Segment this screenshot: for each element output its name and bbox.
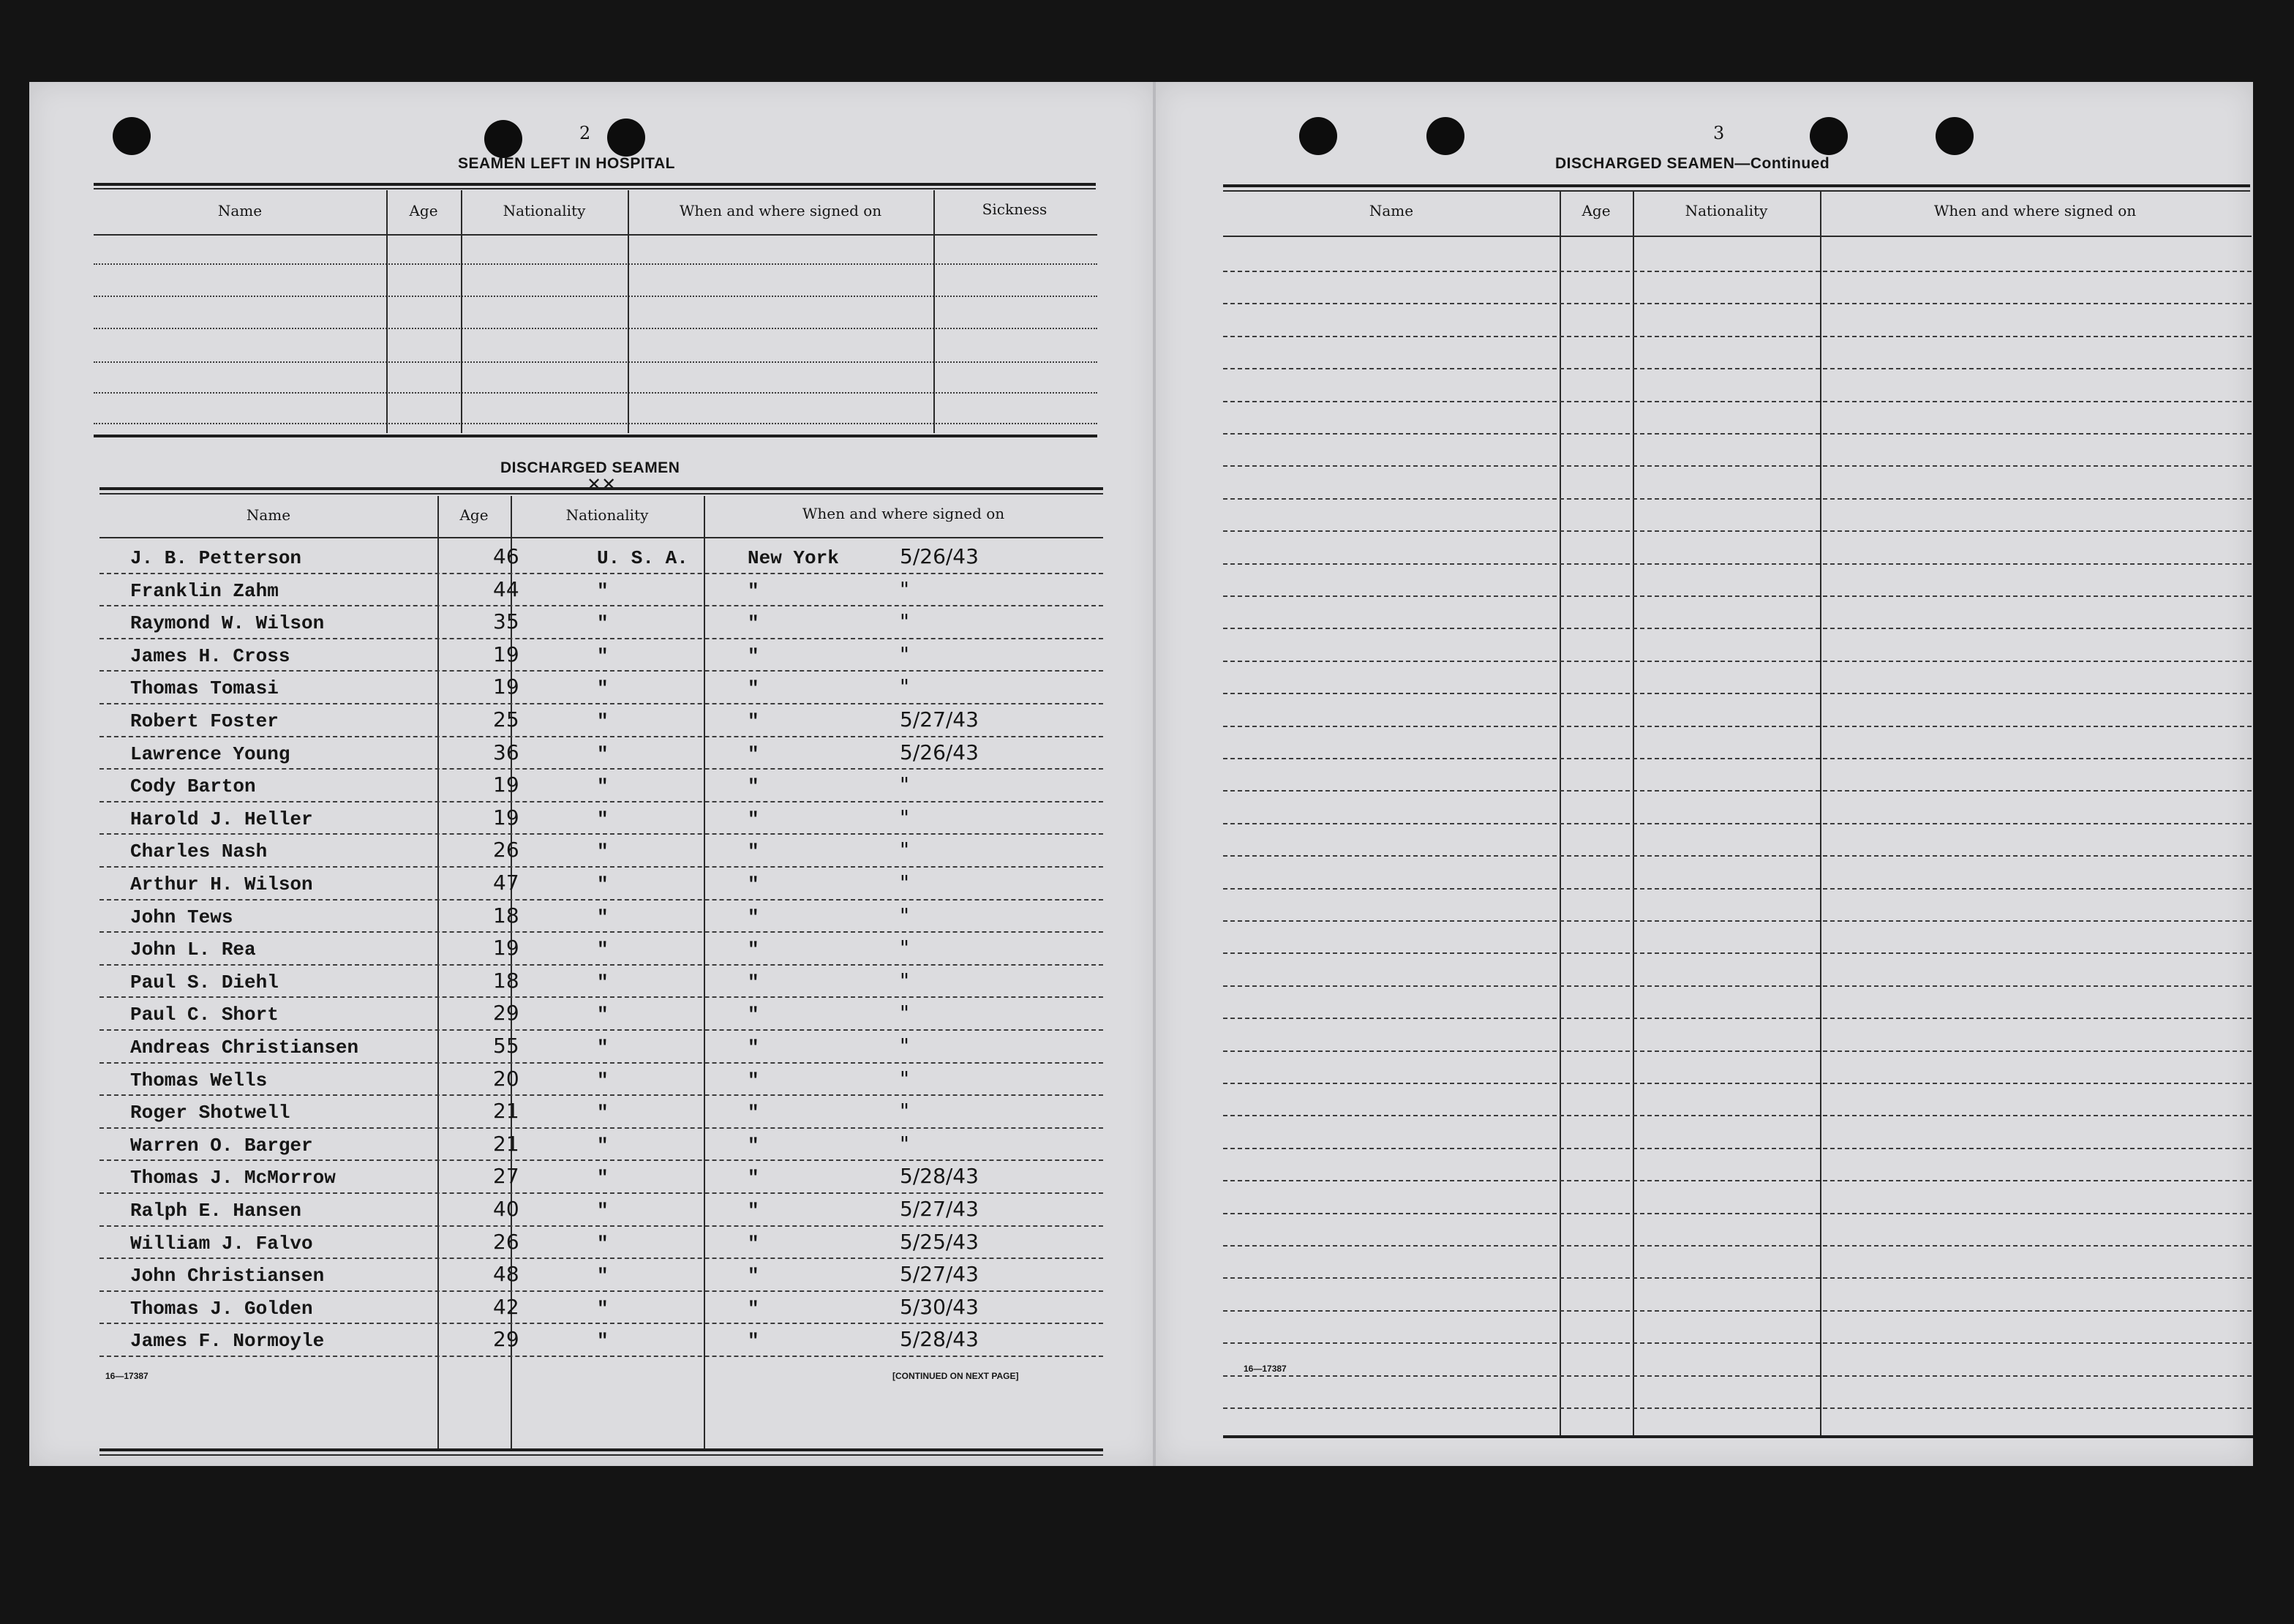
- discharged-col-name: Name: [246, 506, 291, 524]
- handwritten-mark: ✕✕: [587, 474, 617, 495]
- seaman-age: 29: [493, 1001, 519, 1026]
- seaman-nationality: ": [597, 677, 609, 700]
- row-rule: [99, 1323, 1103, 1324]
- signed-on-place: ": [748, 1200, 759, 1222]
- hospital-col-name: Name: [217, 202, 263, 219]
- signed-on-place: ": [748, 1330, 759, 1353]
- signed-on-date: ": [900, 936, 909, 961]
- table-row: [29, 641, 1156, 673]
- signed-on-place: ": [748, 710, 759, 732]
- row-rule: [99, 1258, 1103, 1259]
- blank-row-rule: [1223, 693, 2252, 694]
- signed-on-place: ": [748, 644, 759, 667]
- row-rule: [99, 1356, 1103, 1357]
- row-rule: [99, 833, 1103, 835]
- seaman-nationality: ": [597, 1004, 609, 1026]
- row-rule: [99, 1159, 1103, 1161]
- seaman-nationality: ": [597, 1200, 609, 1222]
- signed-on-place: ": [748, 775, 759, 798]
- seaman-name: Robert Foster: [130, 710, 279, 732]
- page-number: 2: [579, 123, 591, 143]
- blank-row-rule: [1223, 855, 2252, 857]
- continued-note: [CONTINUED ON NEXT PAGE]: [892, 1371, 1019, 1381]
- page-number: 3: [1713, 123, 1725, 143]
- table-row: [29, 1260, 1156, 1293]
- table-row: [29, 869, 1156, 901]
- blank-row-rule: [1223, 1018, 2252, 1019]
- seaman-nationality: ": [597, 1167, 609, 1189]
- blank-row-rule: [1223, 661, 2252, 662]
- row-rule: [99, 1192, 1103, 1194]
- seaman-nationality: ": [597, 1297, 609, 1320]
- seaman-age: 42: [493, 1294, 519, 1319]
- signed-on-place: ": [748, 841, 759, 863]
- table-row: [29, 804, 1156, 836]
- seaman-age: 19: [493, 805, 519, 830]
- blank-row-rules: [1156, 82, 2253, 1466]
- blank-row-rule: [1223, 563, 2252, 565]
- signed-on-place: ": [748, 1232, 759, 1255]
- signed-on-place: ": [748, 939, 759, 961]
- seaman-name: Thomas Tomasi: [130, 677, 279, 700]
- signed-on-date: ": [900, 609, 909, 634]
- row-rule: [99, 899, 1103, 901]
- signed-on-place: ": [748, 677, 759, 700]
- blank-row-rule: [1223, 1115, 2252, 1116]
- signed-on-date: 5/25/43: [900, 1229, 979, 1254]
- blank-row-rule: [1223, 336, 2252, 337]
- table-row: [29, 576, 1156, 608]
- table-row: [29, 902, 1156, 934]
- blank-row-rule: [1223, 1083, 2252, 1084]
- signed-on-date: ": [900, 1066, 909, 1091]
- seaman-name: William J. Falvo: [130, 1232, 313, 1255]
- blank-row-rule: [1223, 758, 2252, 759]
- blank-row-rule: [1223, 920, 2252, 922]
- left-page: [29, 82, 1156, 1466]
- signed-on-place: ": [748, 1004, 759, 1026]
- blank-row-rule: [1223, 726, 2252, 727]
- row-rule: [99, 670, 1103, 672]
- signed-on-date: ": [900, 772, 909, 797]
- blank-row-rule: [1223, 952, 2252, 954]
- table-row: [29, 1195, 1156, 1228]
- hospital-col-signed-on: When and where signed on: [679, 202, 882, 219]
- row-rule: [99, 573, 1103, 574]
- seaman-name: Arthur H. Wilson: [130, 873, 313, 895]
- discharged-section-title: DISCHARGED SEAMEN: [500, 459, 680, 476]
- seaman-nationality: ": [597, 644, 609, 667]
- table-row: [29, 771, 1156, 803]
- seaman-name: John L. Rea: [130, 939, 256, 961]
- seaman-name: J. B. Petterson: [130, 547, 302, 569]
- seaman-name: Paul S. Diehl: [130, 971, 279, 993]
- seaman-age: 18: [493, 903, 519, 928]
- seaman-age: 19: [493, 772, 519, 797]
- table-row: [29, 1065, 1156, 1097]
- seaman-age: 26: [493, 838, 519, 862]
- seaman-nationality: ": [597, 579, 609, 602]
- blank-row-rule: [1223, 1180, 2252, 1181]
- row-rule: [99, 1225, 1103, 1227]
- seaman-nationality: ": [597, 971, 609, 993]
- row-rule: [99, 1290, 1103, 1292]
- table-row: [29, 967, 1156, 999]
- signed-on-date: ": [900, 1099, 909, 1124]
- blank-row-rule: [1223, 465, 2252, 467]
- signed-on-place: ": [748, 873, 759, 895]
- blank-row-rule: [1223, 1148, 2252, 1149]
- blank-row-rule: [1223, 1213, 2252, 1214]
- discharged-col-signed-on: When and where signed on: [802, 505, 1005, 522]
- seaman-nationality: ": [597, 1037, 609, 1059]
- seaman-age: 46: [493, 544, 519, 568]
- signed-on-date: 5/27/43: [900, 707, 979, 732]
- signed-on-date: 5/28/43: [900, 1164, 979, 1189]
- row-rule: [99, 996, 1103, 998]
- row-rule: [99, 736, 1103, 737]
- row-rule: [99, 866, 1103, 868]
- seaman-age: 21: [493, 1131, 519, 1156]
- row-rule: [99, 1029, 1103, 1031]
- seaman-nationality: ": [597, 1265, 609, 1287]
- table-row: [29, 739, 1156, 771]
- table-row: [29, 1162, 1156, 1195]
- blank-row-rule: [1223, 628, 2252, 629]
- table-row: [29, 1228, 1156, 1260]
- hospital-col-nationality: Nationality: [503, 202, 586, 219]
- signed-on-date: ": [900, 838, 909, 862]
- form-number: 16—17387: [1244, 1364, 1287, 1374]
- right-page: [1156, 82, 2253, 1466]
- discharged-continued-title: DISCHARGED SEAMEN—Continued: [1555, 155, 1830, 172]
- hospital-section-title: SEAMEN LEFT IN HOSPITAL: [458, 155, 675, 172]
- seaman-nationality: ": [597, 710, 609, 732]
- signed-on-date: 5/26/43: [900, 740, 979, 764]
- table-row: [29, 836, 1156, 868]
- signed-on-date: ": [900, 903, 909, 928]
- signed-on-place: ": [748, 1167, 759, 1189]
- seaman-nationality: ": [597, 873, 609, 895]
- blank-row-rule: [1223, 271, 2252, 272]
- seaman-age: 40: [493, 1197, 519, 1221]
- table-row: [29, 543, 1156, 575]
- seaman-age: 55: [493, 1034, 519, 1058]
- seaman-name: Paul C. Short: [130, 1004, 279, 1026]
- discharged-col-nationality: Nationality: [565, 506, 649, 524]
- signed-on-date: ": [900, 805, 909, 830]
- table-row: [29, 1097, 1156, 1129]
- row-rule: [99, 638, 1103, 639]
- hospital-col-age: Age: [409, 202, 438, 219]
- seaman-age: 44: [493, 576, 519, 601]
- continued-col-age: Age: [1582, 202, 1611, 219]
- seaman-name: Warren O. Barger: [130, 1134, 313, 1157]
- signed-on-place: ": [748, 1069, 759, 1091]
- seaman-name: John Christiansen: [130, 1265, 325, 1287]
- seaman-nationality: ": [597, 808, 609, 830]
- blank-row-rule: [1223, 790, 2252, 792]
- seaman-age: 19: [493, 936, 519, 961]
- seaman-nationality: ": [597, 1330, 609, 1353]
- row-rule: [99, 801, 1103, 802]
- seaman-nationality: U. S. A.: [597, 547, 688, 569]
- seaman-age: 26: [493, 1229, 519, 1254]
- signed-on-date: 5/26/43: [900, 544, 979, 568]
- signed-on-date: ": [900, 674, 909, 699]
- seaman-age: 47: [493, 871, 519, 895]
- signed-on-place: ": [748, 971, 759, 993]
- signed-on-date: ": [900, 642, 909, 666]
- signed-on-place: ": [748, 612, 759, 635]
- seaman-name: Harold J. Heller: [130, 808, 313, 830]
- seaman-age: 19: [493, 642, 519, 666]
- seaman-name: Thomas J. Golden: [130, 1297, 313, 1320]
- seaman-name: Roger Shotwell: [130, 1102, 290, 1124]
- signed-on-place: New York: [748, 547, 839, 569]
- table-row: [29, 1032, 1156, 1064]
- blank-row-rule: [1223, 1407, 2252, 1409]
- seaman-name: James F. Normoyle: [130, 1330, 325, 1353]
- table-row: [29, 1293, 1156, 1326]
- row-rule: [99, 964, 1103, 966]
- continued-col-signed-on: When and where signed on: [1933, 202, 2137, 219]
- blank-row-rule: [1223, 1342, 2252, 1344]
- discharged-rows: [29, 82, 1156, 1466]
- seaman-nationality: ": [597, 1134, 609, 1157]
- signed-on-date: 5/27/43: [900, 1262, 979, 1287]
- seaman-name: Andreas Christiansen: [130, 1037, 359, 1059]
- table-row: [29, 934, 1156, 966]
- seaman-nationality: ": [597, 1069, 609, 1091]
- seaman-age: 29: [493, 1327, 519, 1352]
- seaman-nationality: ": [597, 906, 609, 928]
- seaman-age: 19: [493, 674, 519, 699]
- row-rule: [99, 1127, 1103, 1129]
- seaman-nationality: ": [597, 612, 609, 635]
- discharged-col-age: Age: [459, 506, 489, 524]
- signed-on-place: ": [748, 1265, 759, 1287]
- seaman-age: 27: [493, 1164, 519, 1189]
- signed-on-date: ": [900, 968, 909, 993]
- table-row: [29, 608, 1156, 640]
- seaman-name: Charles Nash: [130, 841, 268, 863]
- row-rule: [99, 1062, 1103, 1064]
- row-rule: [99, 768, 1103, 770]
- blank-row-rule: [1223, 1310, 2252, 1312]
- table-row: [29, 1326, 1156, 1358]
- blank-row-rule: [1223, 530, 2252, 532]
- seaman-name: Cody Barton: [130, 775, 256, 798]
- seaman-nationality: ": [597, 775, 609, 798]
- table-row: [29, 999, 1156, 1031]
- continued-col-nationality: Nationality: [1685, 202, 1768, 219]
- signed-on-date: ": [900, 1001, 909, 1026]
- signed-on-place: ": [748, 906, 759, 928]
- seaman-name: Ralph E. Hansen: [130, 1200, 302, 1222]
- seaman-age: 35: [493, 609, 519, 634]
- seaman-nationality: ": [597, 939, 609, 961]
- signed-on-date: ": [900, 1131, 909, 1156]
- signed-on-place: ": [748, 1102, 759, 1124]
- signed-on-place: ": [748, 1297, 759, 1320]
- seaman-nationality: ": [597, 841, 609, 863]
- blank-row-rule: [1223, 498, 2252, 500]
- blank-row-rule: [1223, 1277, 2252, 1279]
- seaman-name: John Tews: [130, 906, 233, 928]
- blank-row-rule: [1223, 888, 2252, 890]
- row-rule: [99, 1094, 1103, 1096]
- seaman-nationality: ": [597, 743, 609, 765]
- seaman-age: 36: [493, 740, 519, 764]
- blank-row-rule: [1223, 401, 2252, 402]
- signed-on-place: ": [748, 1037, 759, 1059]
- signed-on-date: 5/30/43: [900, 1294, 979, 1319]
- hospital-col-sickness: Sickness: [982, 200, 1048, 218]
- seaman-age: 25: [493, 707, 519, 732]
- seaman-age: 21: [493, 1099, 519, 1124]
- signed-on-date: ": [900, 1034, 909, 1058]
- signed-on-place: ": [748, 1134, 759, 1157]
- blank-row-rule: [1223, 1050, 2252, 1052]
- signed-on-place: ": [748, 808, 759, 830]
- seaman-name: Franklin Zahm: [130, 579, 279, 602]
- signed-on-date: 5/27/43: [900, 1197, 979, 1221]
- row-rule: [99, 931, 1103, 933]
- blank-row-rule: [1223, 368, 2252, 369]
- table-row: [29, 673, 1156, 705]
- table-row: [29, 706, 1156, 738]
- form-number: 16—17387: [105, 1371, 148, 1381]
- seaman-age: 20: [493, 1066, 519, 1091]
- table-row: [29, 1130, 1156, 1162]
- seaman-name: Thomas Wells: [130, 1069, 268, 1091]
- continued-col-name: Name: [1369, 202, 1414, 219]
- seaman-name: James H. Cross: [130, 644, 290, 667]
- blank-row-rule: [1223, 1375, 2252, 1377]
- seaman-nationality: ": [597, 1232, 609, 1255]
- signed-on-date: ": [900, 871, 909, 895]
- row-rule: [99, 605, 1103, 606]
- blank-row-rule: [1223, 985, 2252, 987]
- row-rule: [99, 703, 1103, 704]
- blank-row-rule: [1223, 823, 2252, 824]
- seaman-name: Thomas J. McMorrow: [130, 1167, 336, 1189]
- signed-on-date: 5/28/43: [900, 1327, 979, 1352]
- signed-on-place: ": [748, 743, 759, 765]
- seaman-name: Raymond W. Wilson: [130, 612, 325, 635]
- seaman-nationality: ": [597, 1102, 609, 1124]
- seaman-name: Lawrence Young: [130, 743, 290, 765]
- blank-row-rule: [1223, 303, 2252, 304]
- signed-on-place: ": [748, 579, 759, 602]
- blank-row-rule: [1223, 1245, 2252, 1247]
- signed-on-date: ": [900, 576, 909, 601]
- seaman-age: 48: [493, 1262, 519, 1287]
- blank-row-rule: [1223, 433, 2252, 435]
- blank-row-rule: [1223, 595, 2252, 597]
- seaman-age: 18: [493, 968, 519, 993]
